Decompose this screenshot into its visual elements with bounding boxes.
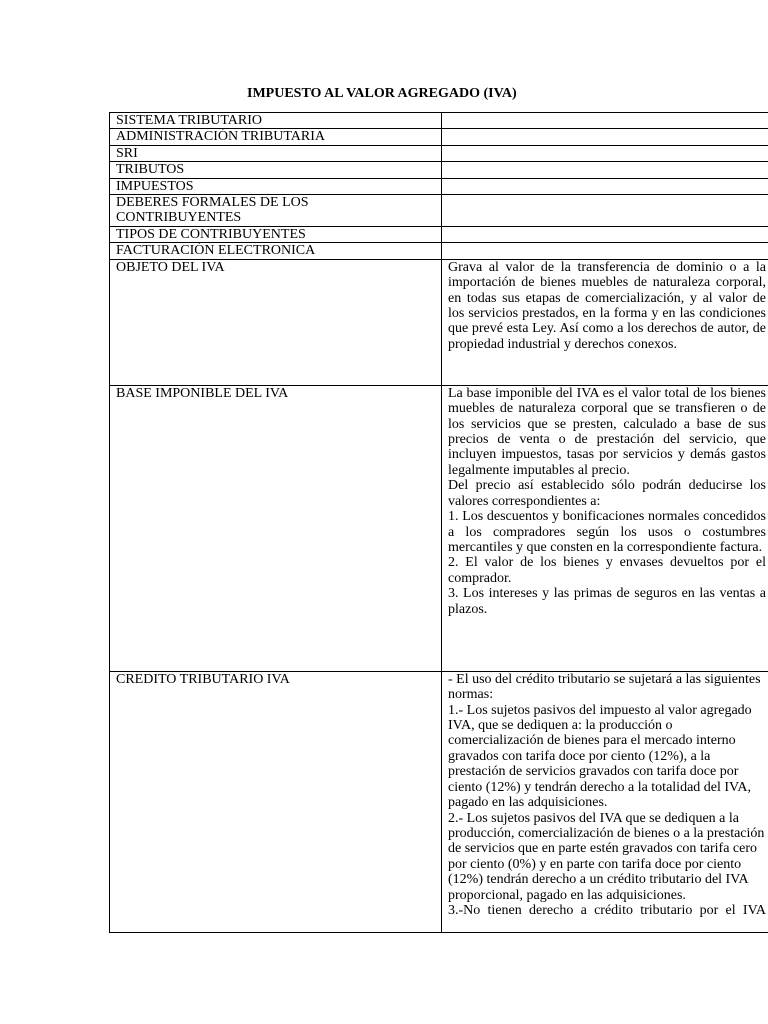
row-content — [442, 259, 768, 385]
row-content — [442, 385, 768, 671]
table-row — [110, 243, 768, 259]
paragraph: 1. Los descuentos y bonificaciones normales concedidos a los compradores según los usos o costumbres mercantiles y que consten en la correspondiente factura. — [448, 509, 766, 555]
paragraph: - El uso del crédito tributario se sujetará a las siguientes normas: — [448, 671, 761, 703]
table-row — [110, 671, 768, 932]
row-label: DEBERES FORMALES DE LOS CONTRIBUYENTES — [110, 195, 442, 227]
iva-table — [109, 112, 768, 933]
row-label: IMPUESTOS — [110, 178, 442, 194]
row-content — [442, 671, 768, 932]
table-row — [110, 178, 768, 194]
row-content — [442, 243, 768, 259]
paragraph: 1.- Los sujetos pasivos del impuesto al valor agregado IVA, que se dediquen a: la producción o comercialización de bienes para el mercado interno gravados con tarifa doce por ciento (12%), a la prestación de servicios gravados con tarifa doce por ciento (12%) y tendrán derecho a la totalidad del IVA, pagado en las adquisiciones. — [448, 702, 752, 811]
paragraph: La base imponible del IVA es el valor total de los bienes muebles de naturaleza corporal que se transfieren o de los servicios que se presten, calculado a base de sus precios de venta o de prestación del servicio, que incluyen impuestos, tasas por servicios y demás gastos legalmente imputables al precio. — [448, 385, 766, 478]
table-row — [110, 113, 768, 129]
paragraph: 3. Los intereses y las primas de seguros en las ventas a plazos. — [448, 586, 766, 617]
row-label: FACTURACIÓN ELECTRONICA — [110, 243, 442, 259]
row-content — [442, 178, 768, 194]
table-row — [110, 145, 768, 161]
table-row — [110, 162, 768, 178]
row-label: CREDITO TRIBUTARIO IVA — [110, 671, 442, 932]
table-row — [110, 227, 768, 243]
row-content — [442, 195, 768, 227]
row-content — [442, 129, 768, 145]
row-label: SRI — [110, 145, 442, 161]
row-content — [442, 113, 768, 129]
row-label: BASE IMPONIBLE DEL IVA — [110, 385, 442, 671]
row-label: OBJETO DEL IVA — [110, 259, 442, 385]
row-label: TIPOS DE CONTRIBUYENTES — [110, 227, 442, 243]
paragraph: 2. El valor de los bienes y envases devueltos por el comprador. — [448, 555, 766, 586]
paragraph: Del precio así establecido sólo podrán deducirse los valores correspondientes a: — [448, 478, 766, 509]
table-row — [110, 259, 768, 385]
title-text: IMPUESTO AL VALOR AGREGADO (IVA) — [247, 86, 517, 101]
row-label: SISTEMA TRIBUTARIO — [110, 113, 442, 129]
row-label: ADMINISTRACIÓN TRIBUTARIA — [110, 129, 442, 145]
paragraph: 2.- Los sujetos pasivos del IVA que se dediquen a la producción, comercialización de bienes o a la prestación de servicios que en parte estén gravados con tarifa cero por ciento (0%) y en parte con tarifa doce por ciento (12%) tendrán derecho a un crédito tributario del IVA proporcional, pagado en las adquisiciones. — [448, 810, 765, 903]
row-content — [442, 227, 768, 243]
table-row — [110, 195, 768, 227]
row-label: TRIBUTOS — [110, 162, 442, 178]
paragraph: 3.-No tienen derecho a crédito tributario por el IVA — [448, 902, 766, 918]
table-row — [110, 385, 768, 671]
table-row — [110, 129, 768, 145]
cell-clip — [448, 672, 766, 932]
row-content — [442, 162, 768, 178]
row-content — [442, 145, 768, 161]
paragraph: Grava al valor de la transferencia de dominio o a la importación de bienes muebles de naturaleza corporal, en todas sus etapas de comercialización, y al valor de los servicios prestados, en la forma y en las condiciones que prevé esta Ley. Así como a los derechos de autor, de propiedad industrial y derechos conexos. — [448, 259, 766, 352]
